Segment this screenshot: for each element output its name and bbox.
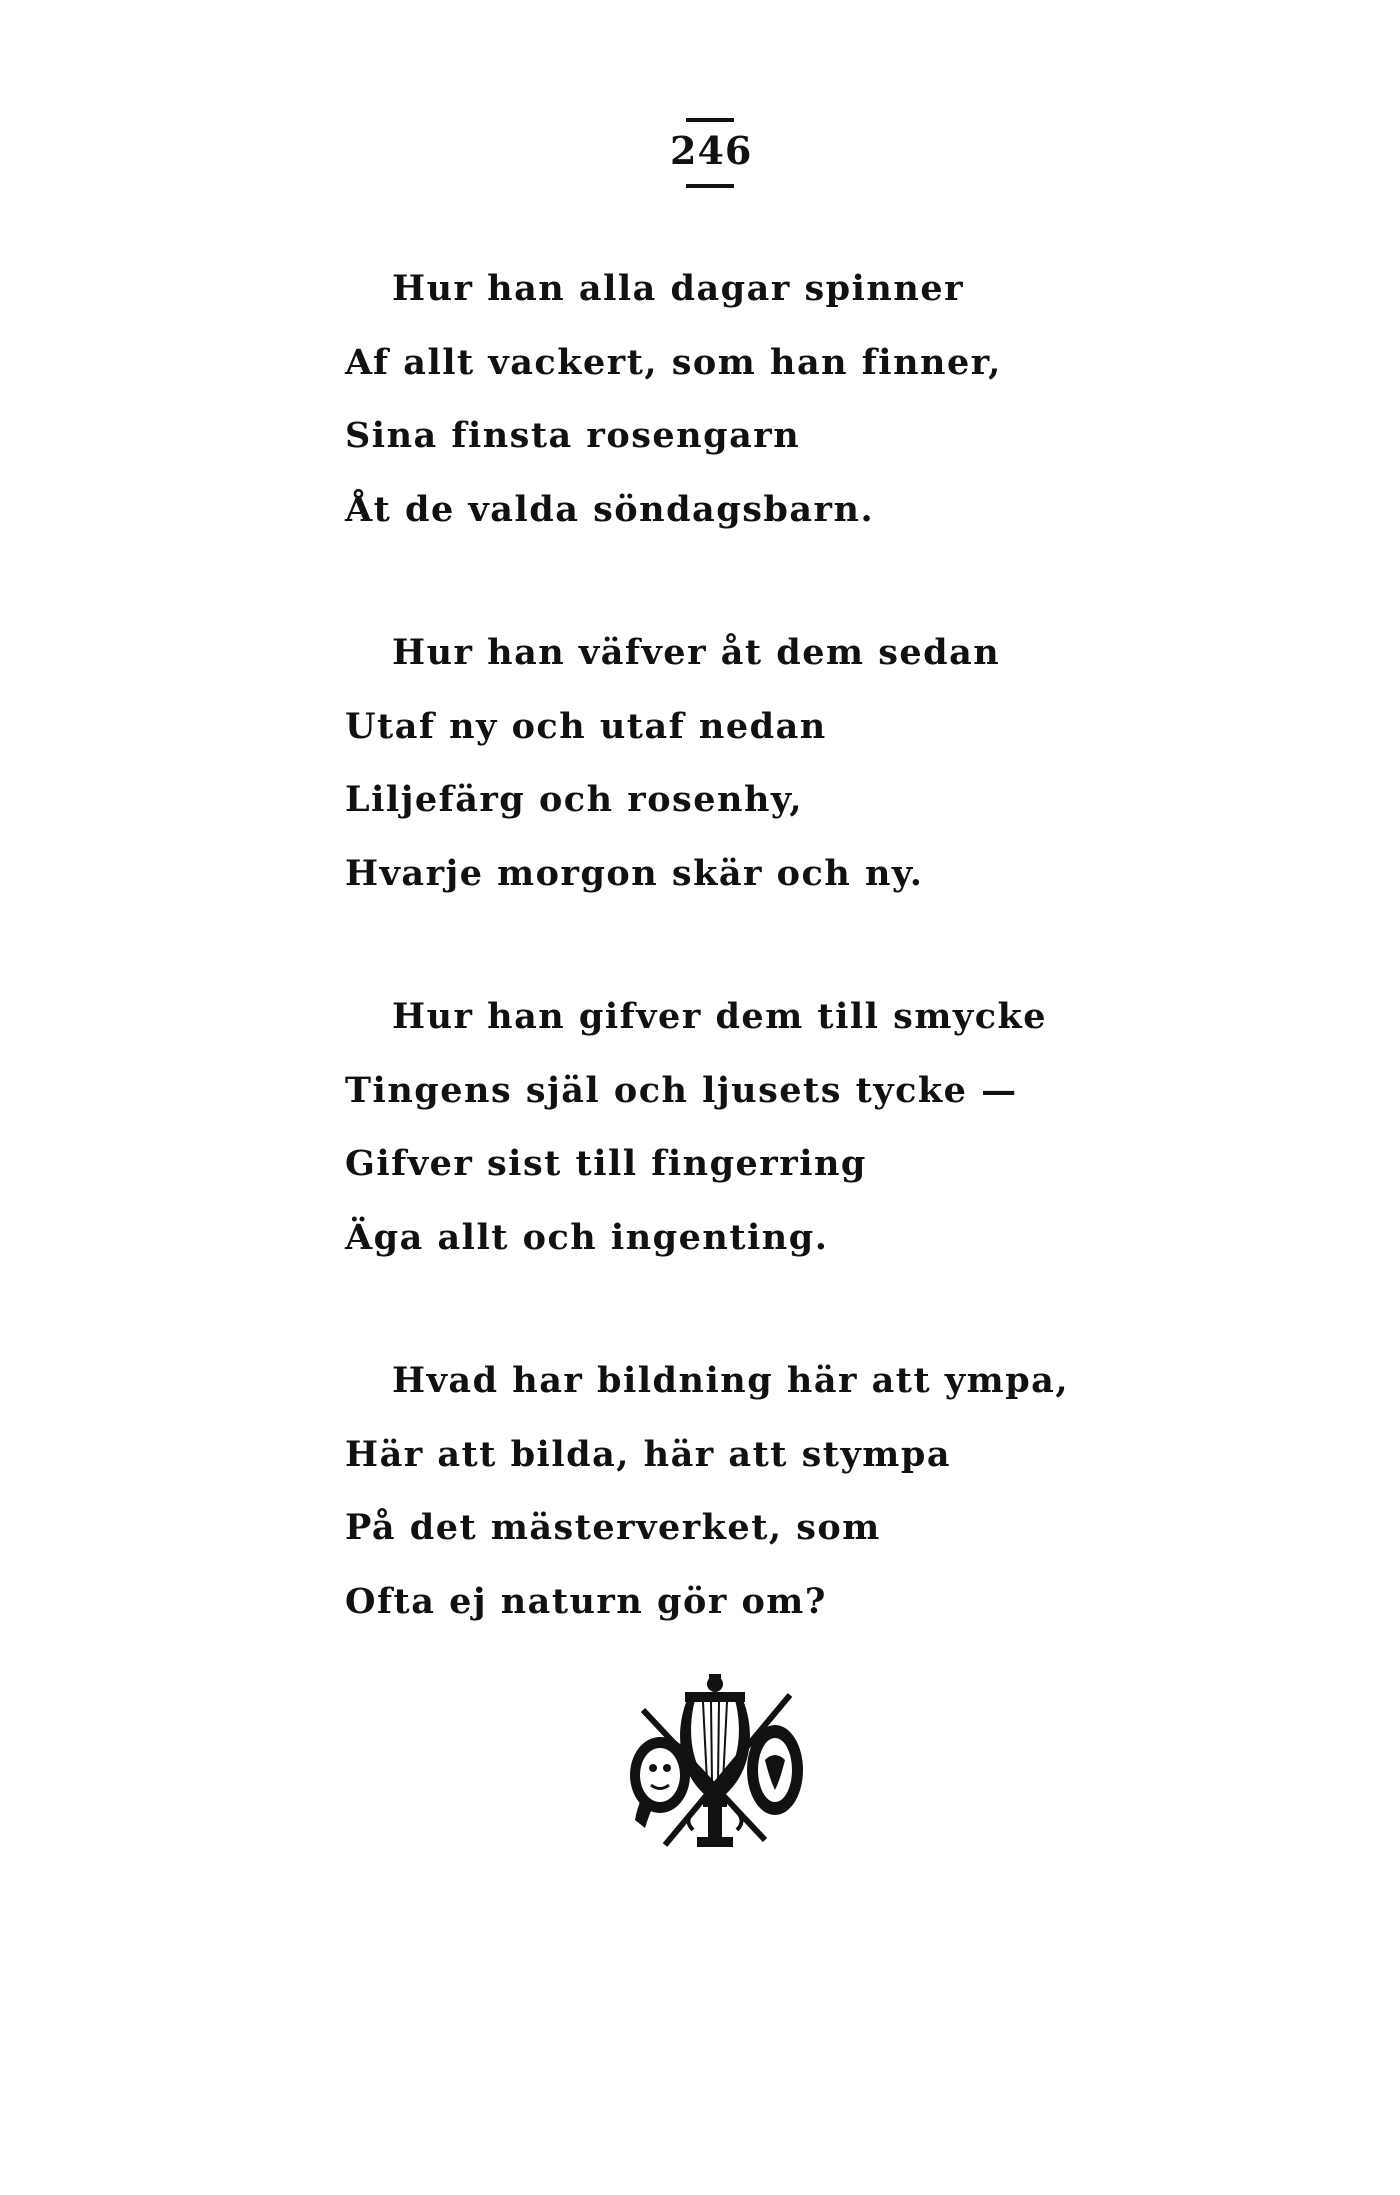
verse-line: Ofta ej naturn gör om? (345, 1580, 827, 1622)
verse-line: Sina finsta rosengarn (345, 415, 801, 456)
lyre-trophy-icon (615, 1670, 815, 1860)
stanza (345, 616, 1065, 910)
verse-line: Utaf ny och utaf nedan (345, 705, 827, 747)
verse-line: Gifver sist till fingerring (345, 1143, 867, 1184)
verse-line: Hvad har bildning här att ympa, (392, 1360, 1070, 1401)
stanza (345, 252, 1065, 546)
verse-line: Hur han väfver åt dem sedan (392, 632, 1001, 673)
top-rule (686, 118, 734, 122)
verse-line: Här att bilda, här att stympa (345, 1433, 951, 1475)
verse-line: Hur han alla dagar spinner (392, 268, 965, 309)
page-number: 246 (670, 128, 753, 173)
verse-line: Hvarje morgon skär och ny. (345, 852, 924, 894)
stanza (345, 1344, 1070, 1638)
verse-line: Åt de valda söndagsbarn. (345, 488, 875, 530)
verse-line: Äga allt och ingenting. (345, 1216, 829, 1258)
poem (345, 252, 1070, 1708)
verse-line: Tingens själ och ljusets tycke — (345, 1069, 1018, 1111)
page-header (670, 118, 753, 188)
verse-line: Liljefärg och rosenhy, (345, 779, 804, 820)
verse-line: På det mästerverket, som (345, 1507, 881, 1548)
verse-line: Af allt vackert, som han finner, (345, 341, 1002, 383)
bottom-rule (686, 184, 734, 188)
verse-line: Hur han gifver dem till smycke (392, 996, 1048, 1037)
stanza (345, 980, 1065, 1274)
